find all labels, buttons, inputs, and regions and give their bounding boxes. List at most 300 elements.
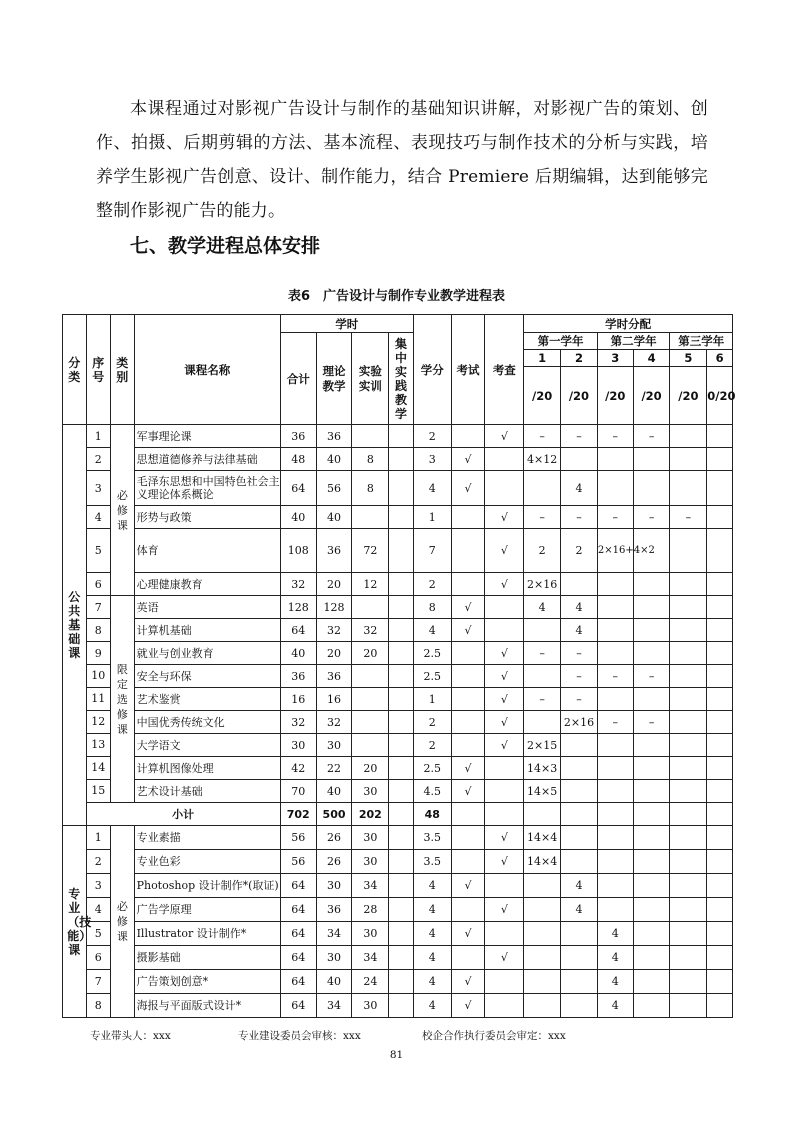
- row-t2: 4: [561, 619, 598, 642]
- row-theory: 32: [316, 619, 352, 642]
- row-t2: [561, 994, 598, 1018]
- header-term: 4: [633, 350, 670, 367]
- subtotal-total: 702: [280, 803, 316, 826]
- row-exam: [451, 946, 485, 970]
- row-t4: [633, 596, 670, 619]
- row-t1: 4×12: [524, 448, 561, 471]
- row-t3: [597, 448, 633, 471]
- row-credits: 4: [413, 471, 451, 506]
- row-t1: [524, 898, 561, 922]
- row-check: √: [485, 711, 524, 734]
- row-t6: [707, 874, 733, 898]
- row-t3: 4: [597, 946, 633, 970]
- row-check: √: [485, 665, 524, 688]
- row-t6: [707, 994, 733, 1018]
- row-t4: [633, 780, 670, 803]
- row-credits: 2: [413, 734, 451, 757]
- row-exam: √: [451, 780, 485, 803]
- row-seq: 8: [86, 994, 111, 1018]
- row-seq: 9: [86, 642, 111, 665]
- table-row: [63, 619, 733, 642]
- subtotal-empty: [633, 803, 670, 826]
- row-course-name: 艺术设计基础: [134, 780, 280, 803]
- group-professional: 专业（技能）课: [63, 826, 87, 1018]
- header-term: 6: [707, 350, 733, 367]
- header-weeks: /20: [670, 367, 707, 425]
- row-t6: [707, 665, 733, 688]
- row-t2: [561, 850, 598, 874]
- row-t2: [561, 780, 598, 803]
- row-total: 32: [280, 573, 316, 596]
- row-exam: √: [451, 994, 485, 1018]
- row-exam: [451, 850, 485, 874]
- row-check: [485, 596, 524, 619]
- row-practice: [389, 757, 414, 780]
- row-t2: [561, 757, 598, 780]
- row-course-name: 中国优秀传统文化: [134, 711, 280, 734]
- row-seq: 7: [86, 596, 111, 619]
- row-t4: [633, 994, 670, 1018]
- row-check: [485, 922, 524, 946]
- header-exam: 考试: [451, 315, 485, 425]
- row-t6: [707, 642, 733, 665]
- row-total: 64: [280, 619, 316, 642]
- row-seq: 11: [86, 688, 111, 711]
- row-check: [485, 448, 524, 471]
- row-practice: [389, 780, 414, 803]
- row-t1: [524, 711, 561, 734]
- row-credits: 4: [413, 946, 451, 970]
- row-credits: 7: [413, 529, 451, 573]
- row-total: 64: [280, 898, 316, 922]
- header-term: 3: [597, 350, 633, 367]
- row-total: 64: [280, 970, 316, 994]
- row-lab: 30: [352, 922, 389, 946]
- row-t6: [707, 425, 733, 448]
- row-t3: 4: [597, 922, 633, 946]
- row-seq: 1: [86, 826, 111, 850]
- row-t1: –: [524, 506, 561, 529]
- row-credits: 2: [413, 573, 451, 596]
- row-practice: [389, 688, 414, 711]
- row-total: 16: [280, 688, 316, 711]
- row-exam: √: [451, 596, 485, 619]
- row-theory: 16: [316, 688, 352, 711]
- row-t3: [597, 642, 633, 665]
- row-theory: 40: [316, 970, 352, 994]
- row-total: 36: [280, 665, 316, 688]
- row-t2: 2×16: [561, 711, 598, 734]
- row-t1: 14×5: [524, 780, 561, 803]
- row-t1: –: [524, 688, 561, 711]
- table-row: [63, 529, 733, 573]
- subtotal-empty: [707, 803, 733, 826]
- header-check: 考查: [485, 315, 524, 425]
- row-check: √: [485, 734, 524, 757]
- row-t1: 2×16: [524, 573, 561, 596]
- row-check: √: [485, 506, 524, 529]
- header-year1: 第一学年: [524, 333, 598, 350]
- row-t1: [524, 874, 561, 898]
- row-total: 56: [280, 850, 316, 874]
- subtotal-credits: 48: [413, 803, 451, 826]
- row-check: [485, 757, 524, 780]
- row-t5: [670, 826, 707, 850]
- row-t1: [524, 619, 561, 642]
- subtotal-practice: [389, 803, 414, 826]
- row-t6: [707, 506, 733, 529]
- row-seq: 12: [86, 711, 111, 734]
- row-lab: [352, 711, 389, 734]
- row-exam: √: [451, 448, 485, 471]
- row-lab: 12: [352, 573, 389, 596]
- row-theory: 30: [316, 946, 352, 970]
- row-check: √: [485, 573, 524, 596]
- row-practice: [389, 994, 414, 1018]
- row-total: 64: [280, 874, 316, 898]
- header-weeks: /20: [633, 367, 670, 425]
- row-t3: [597, 780, 633, 803]
- row-practice: [389, 898, 414, 922]
- row-seq: 5: [86, 529, 111, 573]
- row-exam: √: [451, 619, 485, 642]
- row-theory: 26: [316, 826, 352, 850]
- row-t4: [633, 688, 670, 711]
- table-row: [63, 471, 733, 506]
- row-t4: [633, 898, 670, 922]
- row-course-name: 计算机基础: [134, 619, 280, 642]
- row-lab: 30: [352, 994, 389, 1018]
- row-t6: [707, 448, 733, 471]
- row-t3: 4: [597, 994, 633, 1018]
- row-course-name: 海报与平面版式设计*: [134, 994, 280, 1018]
- row-check: √: [485, 425, 524, 448]
- row-t3: –: [597, 711, 633, 734]
- row-check: √: [485, 529, 524, 573]
- row-t4: –: [633, 665, 670, 688]
- row-credits: 1: [413, 506, 451, 529]
- row-theory: 26: [316, 850, 352, 874]
- header-seq: 序号: [86, 315, 111, 425]
- row-total: 30: [280, 734, 316, 757]
- row-theory: 56: [316, 471, 352, 506]
- table-row: [63, 711, 733, 734]
- row-course-name: 英语: [134, 596, 280, 619]
- row-total: 36: [280, 425, 316, 448]
- row-t5: [670, 757, 707, 780]
- row-t5: [670, 642, 707, 665]
- row-lab: 72: [352, 529, 389, 573]
- header-year2: 第二学年: [597, 333, 670, 350]
- row-t6: [707, 596, 733, 619]
- row-t4: [633, 448, 670, 471]
- row-t2: [561, 448, 598, 471]
- row-t4: –: [633, 506, 670, 529]
- row-seq: 6: [86, 573, 111, 596]
- row-exam: [451, 826, 485, 850]
- row-practice: [389, 619, 414, 642]
- row-t6: [707, 529, 733, 573]
- row-t4: [633, 874, 670, 898]
- row-exam: √: [451, 922, 485, 946]
- row-t1: [524, 946, 561, 970]
- subtotal-empty: [561, 803, 598, 826]
- row-t3: [597, 734, 633, 757]
- row-t5: [670, 573, 707, 596]
- row-course-name: 大学语文: [134, 734, 280, 757]
- row-t1: [524, 471, 561, 506]
- table-row: [63, 757, 733, 780]
- row-credits: 2: [413, 711, 451, 734]
- row-t1: 2×15: [524, 734, 561, 757]
- table-row: [63, 665, 733, 688]
- row-t2: –: [561, 642, 598, 665]
- row-t3: –: [597, 506, 633, 529]
- row-t5: [670, 922, 707, 946]
- row-t2: –: [561, 425, 598, 448]
- row-t1: [524, 665, 561, 688]
- row-seq: 10: [86, 665, 111, 688]
- row-t2: 4: [561, 874, 598, 898]
- row-practice: [389, 448, 414, 471]
- row-course-name: Photoshop 设计制作*(取证): [134, 874, 280, 898]
- row-t5: [670, 425, 707, 448]
- row-t4: [633, 850, 670, 874]
- row-check: [485, 994, 524, 1018]
- row-check: √: [485, 898, 524, 922]
- row-practice: [389, 874, 414, 898]
- row-t6: [707, 757, 733, 780]
- table-row: [63, 994, 733, 1018]
- row-t3: [597, 619, 633, 642]
- row-t6: [707, 898, 733, 922]
- row-theory: 40: [316, 780, 352, 803]
- row-type: 必修课: [111, 826, 135, 1018]
- row-credits: 4: [413, 874, 451, 898]
- header-category: 分类: [63, 315, 87, 425]
- row-t2: [561, 946, 598, 970]
- row-exam: √: [451, 970, 485, 994]
- row-theory: 36: [316, 898, 352, 922]
- table-row: [63, 642, 733, 665]
- row-seq: 5: [86, 922, 111, 946]
- row-course-name: 思想道德修养与法律基础: [134, 448, 280, 471]
- row-total: 64: [280, 922, 316, 946]
- row-credits: 4: [413, 970, 451, 994]
- table-row: [63, 596, 733, 619]
- row-lab: [352, 734, 389, 757]
- row-t3: [597, 573, 633, 596]
- row-t3: [597, 471, 633, 506]
- row-t6: [707, 946, 733, 970]
- footer-school-enterprise: 校企合作执行委员会审定：xxx: [422, 1030, 566, 1042]
- row-check: [485, 471, 524, 506]
- subtotal-empty: [485, 803, 524, 826]
- row-t2: 4: [561, 596, 598, 619]
- row-t6: [707, 471, 733, 506]
- row-credits: 2: [413, 425, 451, 448]
- row-t3: [597, 596, 633, 619]
- row-t6: [707, 688, 733, 711]
- table-row: [63, 898, 733, 922]
- row-lab: 30: [352, 850, 389, 874]
- row-course-name: 专业色彩: [134, 850, 280, 874]
- row-t4: [633, 922, 670, 946]
- table-row: [63, 734, 733, 757]
- row-t5: [670, 874, 707, 898]
- row-check: √: [485, 946, 524, 970]
- row-t6: [707, 573, 733, 596]
- subtotal-empty: [597, 803, 633, 826]
- row-theory: 40: [316, 448, 352, 471]
- table-row: [63, 946, 733, 970]
- header-term: 1: [524, 350, 561, 367]
- row-practice: [389, 529, 414, 573]
- row-total: 56: [280, 826, 316, 850]
- footer-committee: 专业建设委员会审核：xxx: [238, 1030, 361, 1042]
- row-t5: [670, 596, 707, 619]
- row-course-name: 计算机图像处理: [134, 757, 280, 780]
- row-lab: [352, 506, 389, 529]
- row-seq: 3: [86, 471, 111, 506]
- table-row: [63, 688, 733, 711]
- row-credits: 8: [413, 596, 451, 619]
- row-t5: [670, 780, 707, 803]
- row-t3: –: [597, 425, 633, 448]
- row-t3: [597, 757, 633, 780]
- row-total: 40: [280, 506, 316, 529]
- row-practice: [389, 642, 414, 665]
- row-total: 70: [280, 780, 316, 803]
- header-weeks: /20: [561, 367, 598, 425]
- row-exam: [451, 529, 485, 573]
- row-theory: 40: [316, 506, 352, 529]
- row-t2: –: [561, 688, 598, 711]
- table-row: [63, 425, 733, 448]
- row-check: [485, 619, 524, 642]
- row-exam: [451, 642, 485, 665]
- row-lab: 8: [352, 448, 389, 471]
- row-lab: 28: [352, 898, 389, 922]
- row-total: 64: [280, 946, 316, 970]
- row-t2: –: [561, 506, 598, 529]
- row-check: [485, 780, 524, 803]
- subtotal-row: [63, 803, 733, 826]
- row-t3: –: [597, 665, 633, 688]
- row-total: 48: [280, 448, 316, 471]
- row-practice: [389, 596, 414, 619]
- section-heading: 七、教学进程总体安排: [130, 235, 321, 257]
- row-total: 128: [280, 596, 316, 619]
- row-credits: 4: [413, 922, 451, 946]
- row-course-name: 安全与环保: [134, 665, 280, 688]
- row-theory: 36: [316, 529, 352, 573]
- row-seq: 6: [86, 946, 111, 970]
- header-term: 5: [670, 350, 707, 367]
- subtotal-theory: 500: [316, 803, 352, 826]
- row-seq: 2: [86, 448, 111, 471]
- header-practice: 集中实践教学: [389, 333, 414, 425]
- row-lab: 30: [352, 826, 389, 850]
- row-t5: [670, 946, 707, 970]
- row-t1: 14×3: [524, 757, 561, 780]
- row-theory: 34: [316, 922, 352, 946]
- row-credits: 2.5: [413, 642, 451, 665]
- row-practice: [389, 946, 414, 970]
- row-t1: –: [524, 642, 561, 665]
- row-course-name: 军事理论课: [134, 425, 280, 448]
- row-t2: –: [561, 665, 598, 688]
- row-t2: 2: [561, 529, 598, 573]
- row-t1: [524, 994, 561, 1018]
- row-t2: [561, 922, 598, 946]
- header-lab: 实验实训: [352, 333, 389, 425]
- row-t2: [561, 734, 598, 757]
- row-t5: [670, 665, 707, 688]
- row-t4: –: [633, 425, 670, 448]
- row-check: √: [485, 642, 524, 665]
- row-credits: 2.5: [413, 665, 451, 688]
- row-t1: 14×4: [524, 826, 561, 850]
- row-practice: [389, 425, 414, 448]
- header-course-name: 课程名称: [134, 315, 280, 425]
- row-check: √: [485, 850, 524, 874]
- row-theory: 20: [316, 642, 352, 665]
- row-total: 40: [280, 642, 316, 665]
- table-row: [63, 506, 733, 529]
- row-exam: [451, 425, 485, 448]
- row-t3: [597, 874, 633, 898]
- row-theory: 20: [316, 573, 352, 596]
- row-credits: 4: [413, 994, 451, 1018]
- row-theory: 128: [316, 596, 352, 619]
- row-t1: 14×4: [524, 850, 561, 874]
- row-theory: 32: [316, 711, 352, 734]
- row-total: 108: [280, 529, 316, 573]
- row-credits: 3: [413, 448, 451, 471]
- row-check: [485, 874, 524, 898]
- row-t5: [670, 619, 707, 642]
- row-credits: 2.5: [413, 757, 451, 780]
- subtotal-label: 小计: [86, 803, 280, 826]
- row-exam: √: [451, 757, 485, 780]
- row-t3: [597, 688, 633, 711]
- row-total: 64: [280, 994, 316, 1018]
- row-course-name: 形势与政策: [134, 506, 280, 529]
- row-theory: 34: [316, 994, 352, 1018]
- row-t6: [707, 619, 733, 642]
- row-course-name: 体育: [134, 529, 280, 573]
- row-t5: [670, 471, 707, 506]
- header-term: 2: [561, 350, 598, 367]
- row-t5: [670, 734, 707, 757]
- row-type: 限定选修课: [111, 596, 135, 803]
- footer-leader: 专业带头人：xxx: [90, 1030, 171, 1042]
- row-practice: [389, 970, 414, 994]
- header-credits: 学分: [413, 315, 451, 425]
- row-exam: [451, 898, 485, 922]
- row-t5: [670, 994, 707, 1018]
- row-practice: [389, 850, 414, 874]
- group-public-foundation: 公共基础课: [63, 425, 87, 826]
- row-lab: 20: [352, 642, 389, 665]
- row-t4: [633, 734, 670, 757]
- row-check: √: [485, 688, 524, 711]
- row-course-name: Illustrator 设计制作*: [134, 922, 280, 946]
- row-theory: 36: [316, 665, 352, 688]
- row-check: √: [485, 826, 524, 850]
- row-seq: 3: [86, 874, 111, 898]
